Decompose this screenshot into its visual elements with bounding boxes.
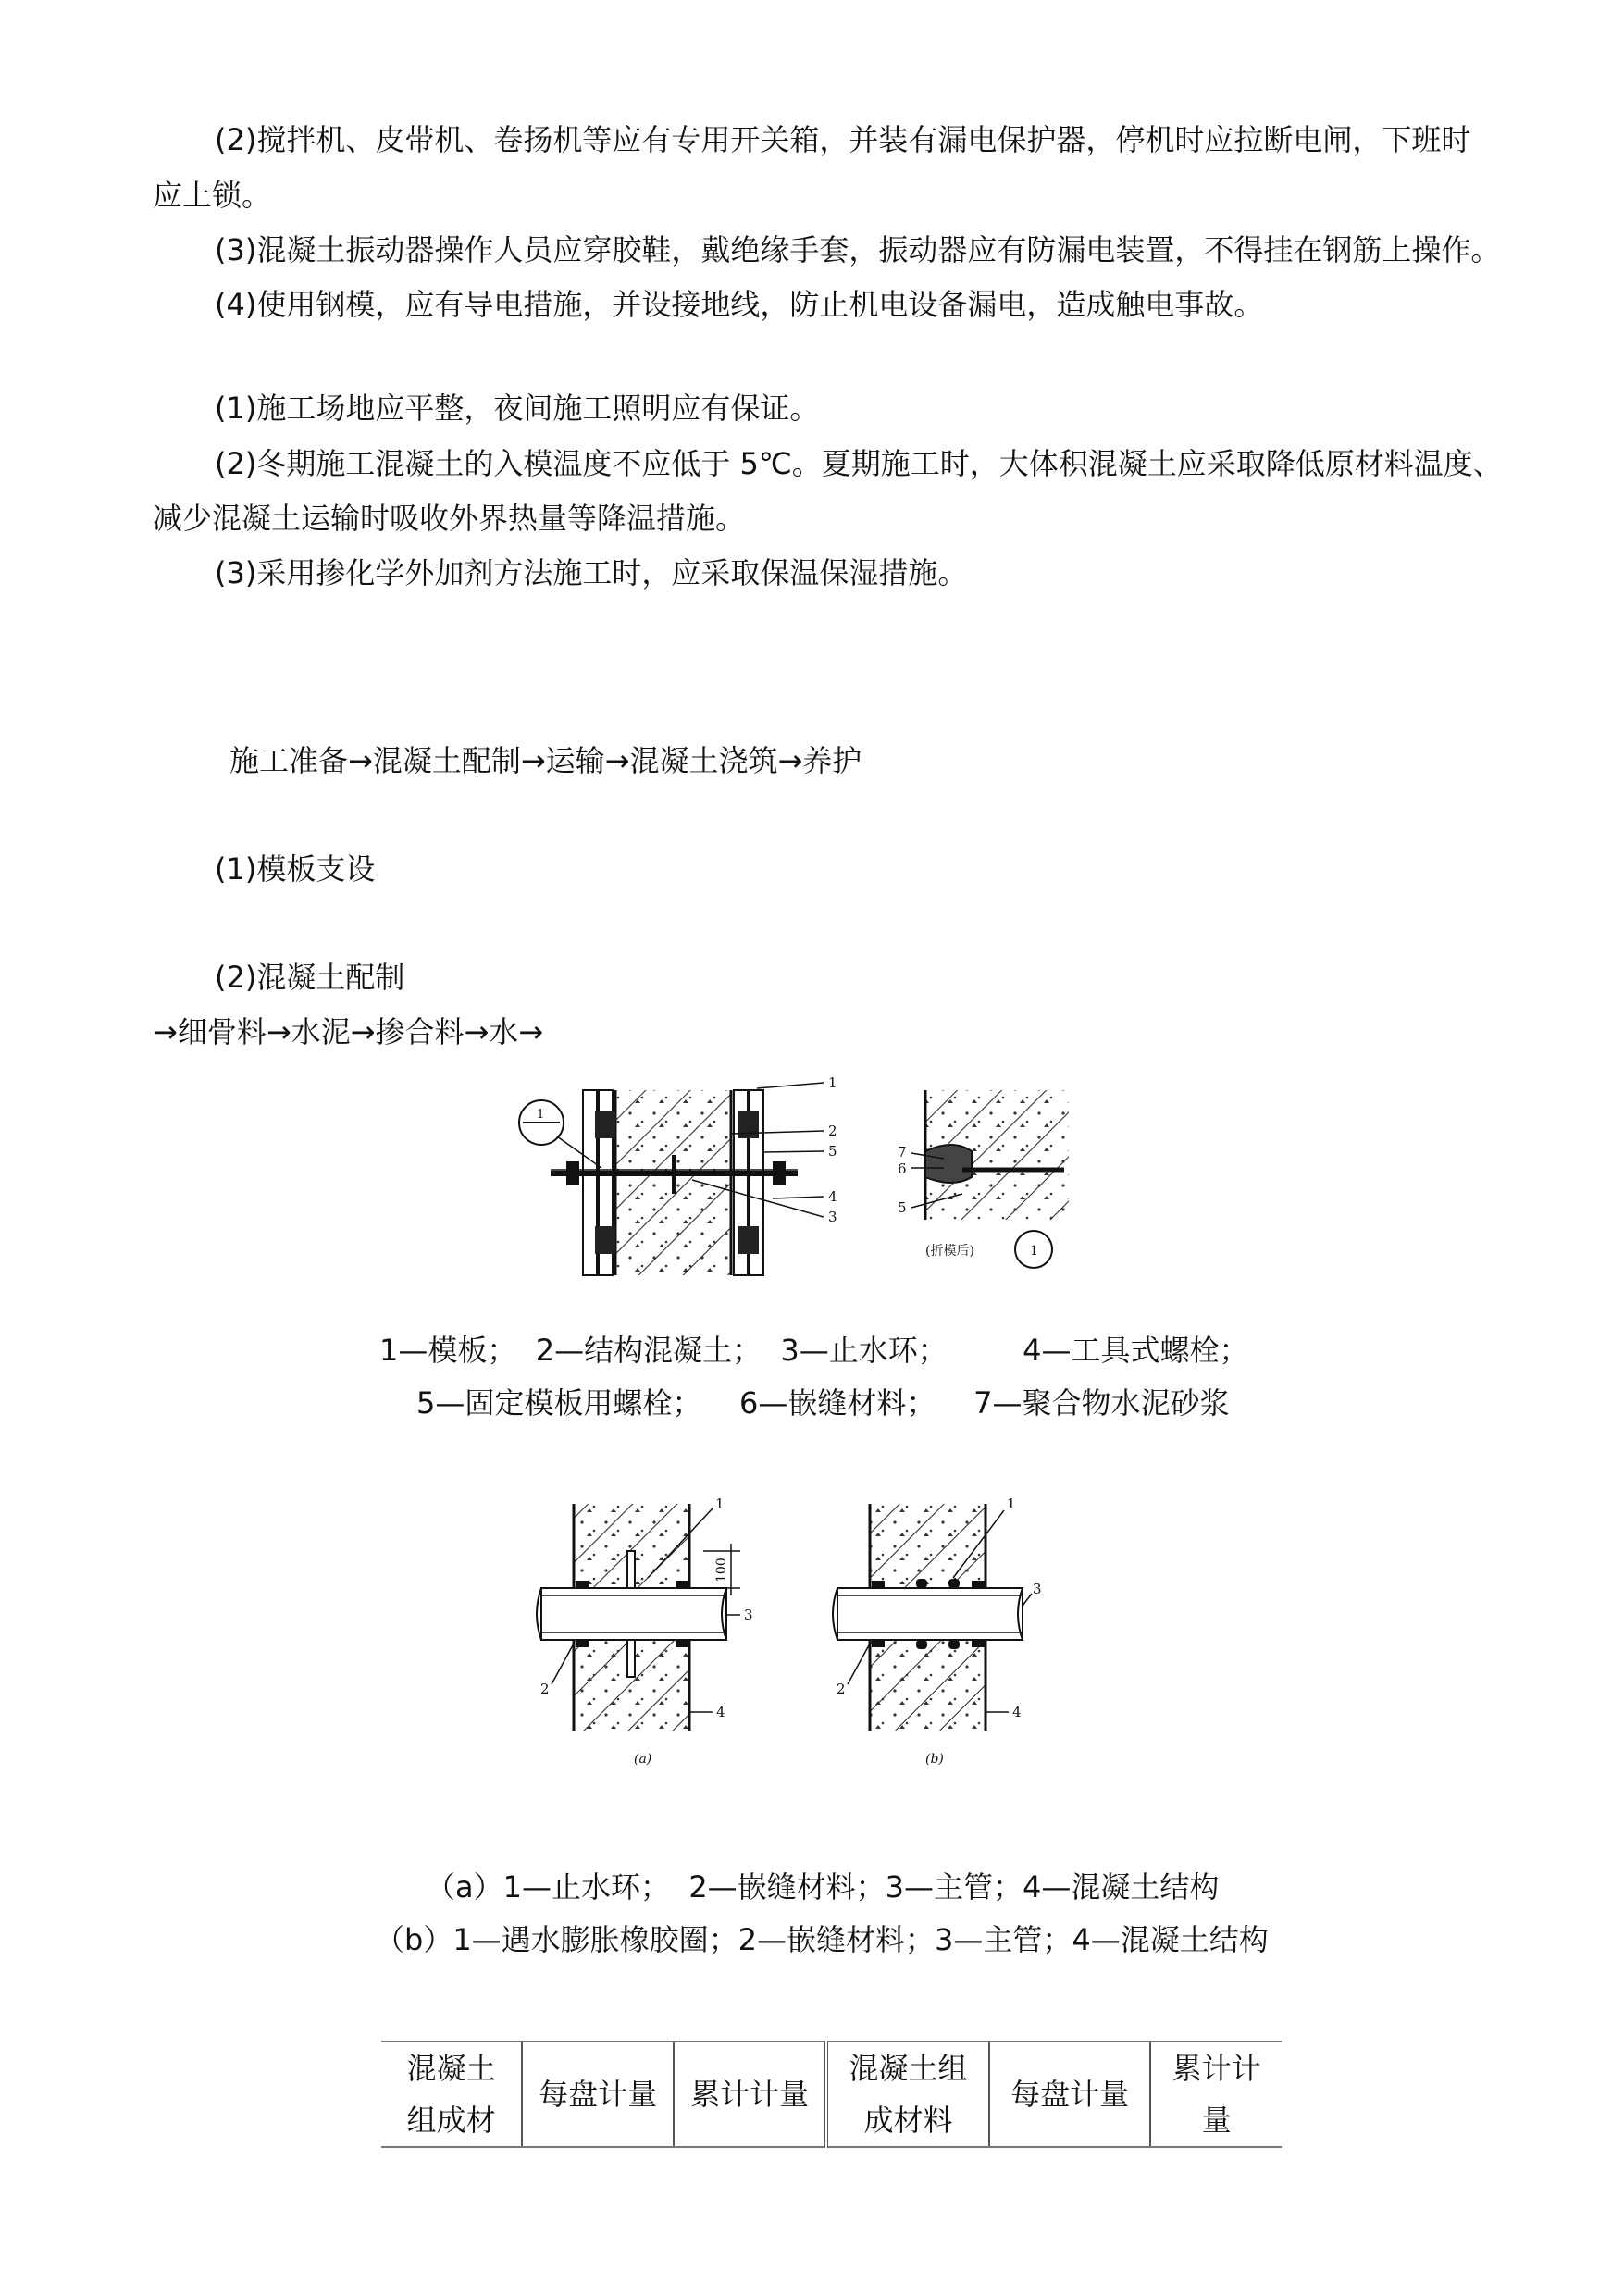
paragraph: (4)使用钢模，应有导电措施，并设接地线，防止机电设备漏电，造成触电事故。 <box>215 287 1264 322</box>
detail-mark: 1 <box>1030 1244 1038 1259</box>
callout-label: 4 <box>1012 1704 1022 1720</box>
detail-mark: 1 <box>537 1108 545 1122</box>
table-header-cell <box>989 2042 1151 2147</box>
callout-label: 7 <box>898 1144 907 1160</box>
callout-label: 4 <box>716 1704 725 1720</box>
figure-caption: 5—固定模板用螺栓； 6—嵌缝材料； 7—聚合物水泥砂浆 <box>416 1385 1230 1421</box>
callout-label: 3 <box>744 1607 753 1623</box>
table-header-row <box>381 2042 1282 2147</box>
process-flow: 施工准备→混凝土配制→运输→混凝土浇筑→养护 <box>229 743 862 778</box>
sub-caption-b: (b) <box>925 1752 944 1767</box>
paragraph: (3)采用掺化学外加剂方法施工时，应采取保温保湿措施。 <box>215 555 968 590</box>
dimension-label: 100 <box>714 1558 729 1582</box>
table-header-cell <box>522 2042 674 2147</box>
callout-label: 5 <box>828 1143 837 1160</box>
header-text: 每盘计量 <box>1010 2077 1130 2112</box>
table-header-cell <box>674 2042 826 2147</box>
paragraph: (2)搅拌机、皮带机、卷扬机等应有专用开关箱，并装有漏电保护器，停机时应拉断电闸，下班时 <box>215 122 1471 157</box>
table-header-cell <box>826 2042 989 2147</box>
figure-caption: 1—模板； 2—结构混凝土； 3—止水环； 4—工具式螺栓； <box>379 1333 1249 1368</box>
paragraph: (1)施工场地应平整，夜间施工照明应有保证。 <box>215 391 820 426</box>
callout-label: 1 <box>1007 1496 1016 1512</box>
paragraph: (3)混凝土振动器操作人员应穿胶鞋，戴绝缘手套，振动器应有防漏电装置，不得挂在钢筋上操作。 <box>215 232 1501 267</box>
callout-label: 2 <box>540 1681 550 1697</box>
material-sequence: →细骨料→水泥→掺合料→水→ <box>153 1014 544 1049</box>
callout-label: 1 <box>715 1496 725 1512</box>
paragraph: 应上锁。 <box>153 178 272 213</box>
paragraph: (2)冬期施工混凝土的入模温度不应低于 5℃。夏期施工时，大体积混凝土应采取降低原材料温度、 <box>215 446 1503 481</box>
header-text: 混凝土 组成材 <box>406 2051 496 2138</box>
pipe-section-a <box>537 1496 753 1767</box>
table-header-cell <box>1150 2042 1282 2147</box>
sub-caption-a: (a) <box>634 1752 652 1767</box>
section-heading: (2)混凝土配制 <box>215 960 405 995</box>
callout-label: 3 <box>1033 1581 1042 1597</box>
section-heading: (1)模板支设 <box>215 851 376 887</box>
header-text: 累计计量 <box>690 2077 810 2112</box>
table-header-cell <box>381 2042 522 2147</box>
header-text: 累计计 量 <box>1172 2051 1261 2138</box>
callout-label: 2 <box>828 1123 837 1139</box>
wall-section-detail <box>898 1090 1069 1268</box>
callout-label: 3 <box>828 1209 837 1225</box>
figure-caption: （a）1—止水环； 2—嵌缝材料；3—主管；4—混凝土结构 <box>426 1869 1220 1905</box>
paragraph: 减少混凝土运输时吸收外界热量等降温措施。 <box>153 501 746 536</box>
mix-proportion-table <box>381 2041 1282 2148</box>
wall-section-left <box>519 1074 837 1275</box>
callout-label: 4 <box>828 1188 837 1205</box>
callout-label: 2 <box>837 1681 846 1697</box>
header-text: 每盘计量 <box>539 2077 658 2112</box>
header-text: 混凝土组 成材料 <box>849 2051 968 2138</box>
callout-label: 6 <box>898 1160 907 1177</box>
callout-label: 5 <box>898 1199 907 1216</box>
callout-label: 1 <box>828 1074 837 1091</box>
figure-caption: （b）1—遇水膨胀橡胶圈；2—嵌缝材料；3—主管；4—混凝土结构 <box>375 1922 1269 1957</box>
sub-caption: (折模后) <box>925 1244 974 1259</box>
pipe-section-b <box>833 1496 1042 1767</box>
